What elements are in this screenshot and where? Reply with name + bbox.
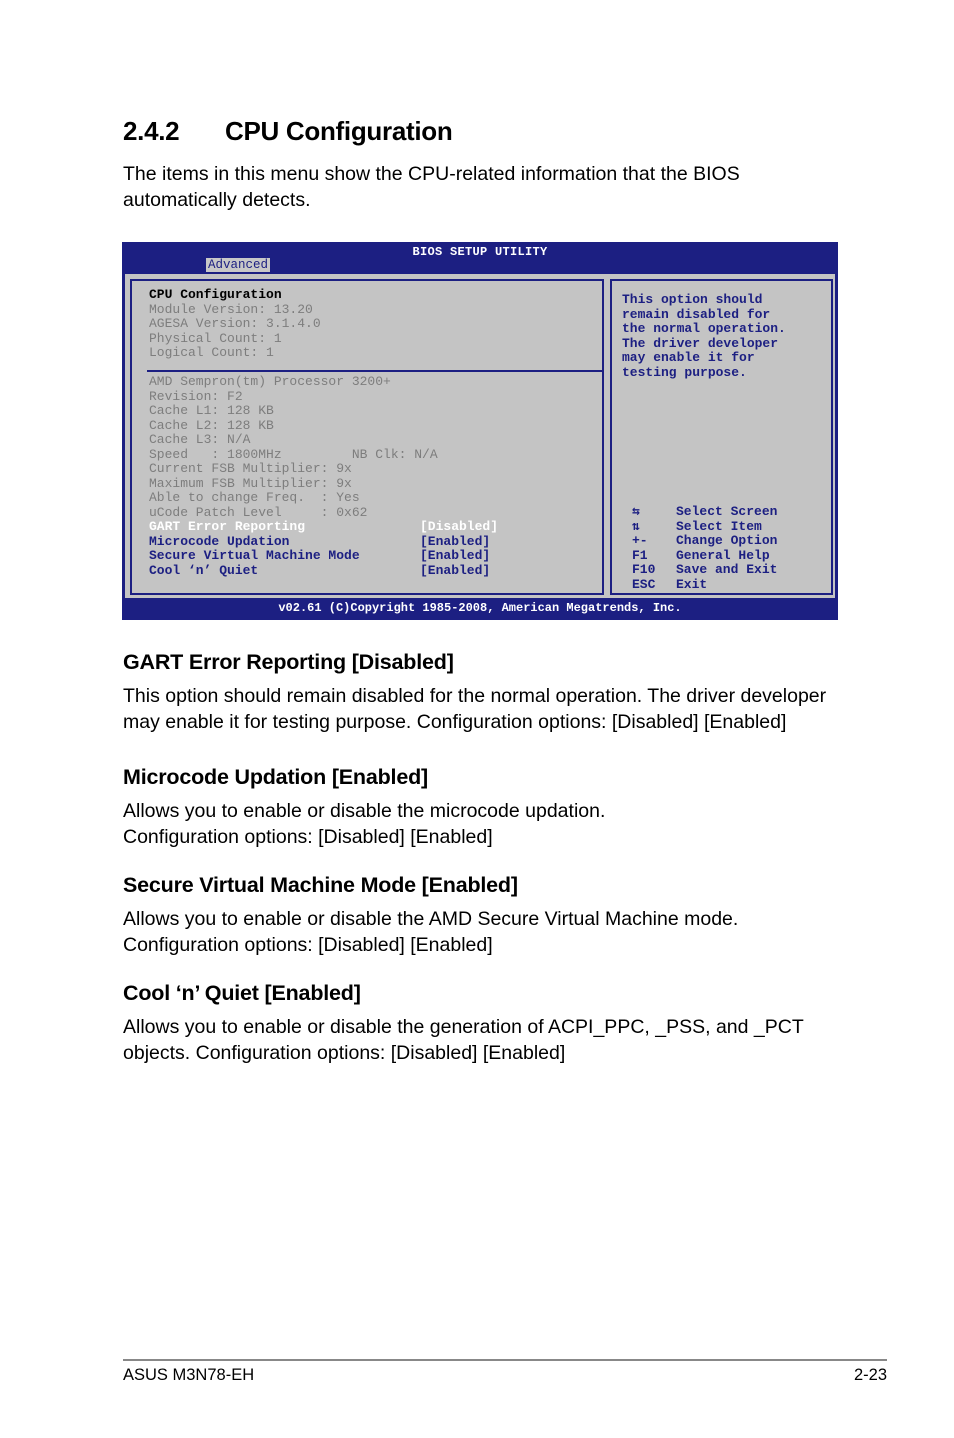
bios-info-line: Logical Count: 1 bbox=[149, 345, 274, 360]
option-cool-n-quiet[interactable] bbox=[149, 564, 589, 579]
bios-menu-title: CPU Configuration bbox=[149, 287, 282, 302]
footer-product-name: ASUS M3N78-EH bbox=[123, 1366, 255, 1384]
key-description: Save and Exit bbox=[676, 562, 778, 577]
bios-info-line: uCode Patch Level : 0x62 bbox=[149, 504, 368, 520]
heading-secure-virtual-machine-mode: Secure Virtual Machine Mode [Enabled] bbox=[123, 873, 518, 897]
bios-settings-panel bbox=[130, 279, 604, 595]
bios-info-line: Physical Count: 1 bbox=[149, 330, 282, 346]
intro-paragraph: The items in this menu show the CPU-related information that the BIOS automatically detects. bbox=[123, 163, 740, 211]
bios-info-line: Maximum FSB Multiplier: 9x bbox=[149, 475, 352, 491]
help-text: This option should remain disabled for the normal operation. The driver developer may enable it for testing purpose. bbox=[622, 292, 786, 380]
option-gart-error-reporting[interactable] bbox=[149, 520, 589, 535]
bios-copyright: v02.61 (C)Copyright 1985-2008, American Megatrends, Inc. bbox=[278, 601, 682, 615]
section-title bbox=[123, 116, 452, 147]
key-description: General Help bbox=[676, 547, 770, 563]
bios-info-line: Able to change Freq. : Yes bbox=[149, 490, 360, 505]
bios-info-line: Current FSB Multiplier: 9x bbox=[149, 461, 352, 476]
option-label: GART Error Reporting bbox=[149, 519, 306, 534]
left-right-arrows-icon: ⇆ bbox=[632, 504, 640, 519]
key-label: F10 bbox=[632, 562, 656, 577]
paragraph-line: Configuration options: [Disabled] [Enabled] bbox=[123, 934, 493, 956]
bios-info-line: Module Version: 13.20 bbox=[149, 301, 313, 317]
heading-microcode-updation: Microcode Updation [Enabled] bbox=[123, 765, 428, 789]
paragraph-gart-error-reporting: This option should remain disabled for the normal operation. The driver developer may enable it for testing purpose. Configuration options: [Disabled] [Enabled] bbox=[123, 685, 827, 733]
key-label: ESC bbox=[632, 576, 656, 592]
paragraph-line: Allows you to enable or disable the AMD Secure Virtual Machine mode. bbox=[123, 908, 739, 930]
key-description: Exit bbox=[676, 576, 708, 592]
option-value: [Enabled] bbox=[420, 548, 491, 563]
bios-info-line: AGESA Version: 3.1.4.0 bbox=[149, 316, 321, 331]
option-value: [Enabled] bbox=[420, 533, 491, 549]
key-label: +- bbox=[632, 533, 648, 548]
paragraph-cool-n-quiet: Allows you to enable or disable the generation of ACPI_PPC, _PSS, and _PCT objects. Configuration options: [Disabled] [Enabled] bbox=[123, 1016, 804, 1064]
bios-info-line: Cache L1: 128 KB bbox=[149, 403, 274, 418]
bios-divider bbox=[147, 370, 603, 372]
heading-cool-n-quiet: Cool ‘n’ Quiet [Enabled] bbox=[123, 981, 361, 1005]
option-label: Microcode Updation bbox=[149, 533, 290, 549]
bios-info-line: Speed : 1800MHz NB Clk: N/A bbox=[149, 446, 438, 462]
option-microcode-updation[interactable] bbox=[149, 535, 589, 550]
bios-title: BIOS SETUP UTILITY bbox=[412, 245, 548, 259]
paragraph-line: Configuration options: [Disabled] [Enabled] bbox=[123, 826, 493, 848]
option-value: [Disabled] bbox=[420, 519, 499, 534]
paragraph-line: Allows you to enable or disable the microcode updation. bbox=[123, 800, 606, 822]
up-down-arrows-icon: ⇅ bbox=[632, 518, 640, 534]
tab-advanced[interactable]: Advanced bbox=[208, 258, 269, 272]
paragraph-microcode-updation bbox=[123, 798, 843, 850]
bios-help-panel bbox=[610, 279, 833, 595]
key-description: Change Option bbox=[676, 533, 778, 548]
bios-main-area bbox=[125, 274, 835, 598]
footer-divider bbox=[123, 1359, 887, 1361]
paragraph-secure-virtual-machine-mode bbox=[123, 906, 843, 958]
key-description: Select Item bbox=[676, 518, 762, 534]
option-label: Cool ‘n’ Quiet bbox=[149, 562, 259, 578]
key-label: F1 bbox=[632, 547, 648, 563]
section-title-text: CPU Configuration bbox=[225, 116, 453, 146]
option-value: [Enabled] bbox=[420, 562, 491, 578]
bios-info-line: AMD Sempron(tm) Processor 3200+ bbox=[149, 374, 391, 389]
key-description: Select Screen bbox=[676, 504, 778, 519]
option-secure-virtual-machine-mode[interactable] bbox=[149, 549, 589, 564]
footer-page-number: 2-23 bbox=[853, 1366, 887, 1384]
section-number: 2.4.2 bbox=[123, 116, 180, 146]
option-label: Secure Virtual Machine Mode bbox=[149, 548, 360, 563]
bios-screen bbox=[122, 242, 838, 620]
bios-info-line: Cache L3: N/A bbox=[149, 432, 251, 447]
bios-info-line: Revision: F2 bbox=[149, 388, 243, 404]
heading-gart-error-reporting: GART Error Reporting [Disabled] bbox=[123, 650, 454, 674]
bios-info-line: Cache L2: 128 KB bbox=[149, 417, 274, 433]
